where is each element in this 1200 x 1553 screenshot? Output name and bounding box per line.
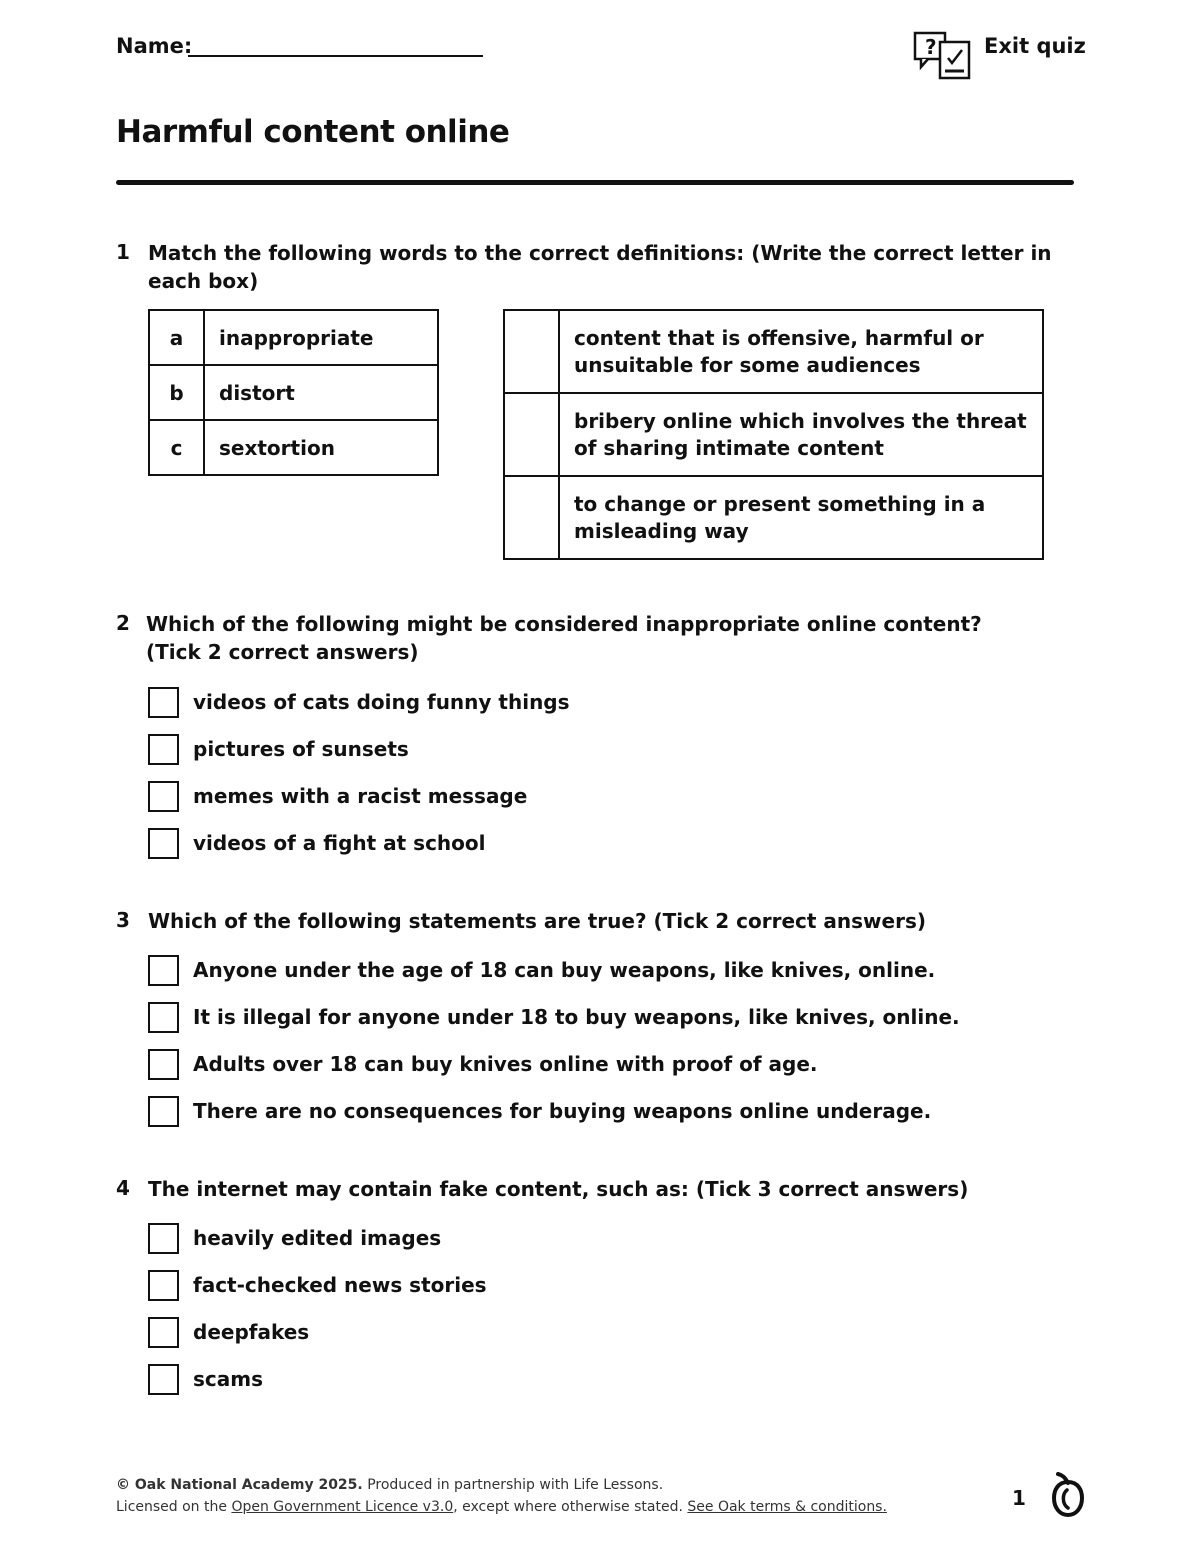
option-text: pictures of sunsets xyxy=(193,737,409,761)
tick-checkbox[interactable] xyxy=(148,1364,179,1395)
word-row xyxy=(149,365,438,420)
option-row xyxy=(148,1094,931,1128)
definition-row xyxy=(504,476,1043,559)
option-text: videos of a fight at school xyxy=(193,831,486,855)
word-term: distort xyxy=(204,365,438,420)
option-row xyxy=(148,1221,441,1255)
option-row xyxy=(148,779,527,813)
copyright-org: © Oak National Academy 2025. xyxy=(116,1477,363,1493)
footer-copyright xyxy=(116,1477,663,1493)
option-text: scams xyxy=(193,1367,263,1391)
definition-text: bribery online which involves the threat of sharing intimate content xyxy=(559,393,1043,476)
answer-letter-box[interactable] xyxy=(504,310,559,393)
definition-row xyxy=(504,310,1043,393)
word-row xyxy=(149,420,438,475)
terms-link[interactable]: See Oak terms & conditions. xyxy=(687,1499,887,1515)
question-1-text: Match the following words to the correct definitions: (Write the correct letter in each box) xyxy=(148,241,1052,293)
option-text: memes with a racist message xyxy=(193,784,528,808)
word-letter: a xyxy=(149,310,204,365)
tick-checkbox[interactable] xyxy=(148,781,179,812)
option-row xyxy=(148,732,409,766)
option-row xyxy=(148,1047,818,1081)
question-4-text: The internet may contain fake content, such as: (Tick 3 correct answers) xyxy=(148,1177,969,1201)
option-row xyxy=(148,1315,309,1349)
option-row xyxy=(148,953,935,987)
option-row xyxy=(148,826,486,860)
tick-checkbox[interactable] xyxy=(148,1002,179,1033)
option-text: Adults over 18 can buy knives online with proof of age. xyxy=(193,1052,818,1076)
question-2-number: 2 xyxy=(116,611,130,635)
licence-prefix: Licensed on the xyxy=(116,1499,232,1515)
option-text: deepfakes xyxy=(193,1320,310,1344)
quiz-type-label: Exit quiz xyxy=(984,34,1086,58)
page-title: Harmful content online xyxy=(116,114,510,150)
word-letter: b xyxy=(149,365,204,420)
words-table xyxy=(148,309,439,476)
tick-checkbox[interactable] xyxy=(148,955,179,986)
option-text: It is illegal for anyone under 18 to buy weapons, like knives, online. xyxy=(193,1005,960,1029)
option-row xyxy=(148,1362,263,1396)
word-term: sextortion xyxy=(204,420,438,475)
copyright-partner: Produced in partnership with Life Lessons. xyxy=(362,1477,664,1493)
option-row xyxy=(148,685,570,719)
definition-row xyxy=(504,393,1043,476)
definitions-table xyxy=(503,309,1044,560)
word-term: inappropriate xyxy=(204,310,438,365)
option-text: There are no consequences for buying weapons online underage. xyxy=(193,1099,932,1123)
question-3-text: Which of the following statements are true? (Tick 2 correct answers) xyxy=(148,909,927,933)
option-text: fact-checked news stories xyxy=(193,1273,487,1297)
definition-text: content that is offensive, harmful or unsuitable for some audiences xyxy=(559,310,1043,393)
word-row xyxy=(149,310,438,365)
name-label: Name: xyxy=(116,34,193,58)
option-text: Anyone under the age of 18 can buy weapons, like knives, online. xyxy=(193,958,936,982)
tick-checkbox[interactable] xyxy=(148,1049,179,1080)
name-field[interactable] xyxy=(188,55,483,57)
quiz-question-tick-icon xyxy=(912,30,972,82)
title-divider xyxy=(116,180,1074,185)
definition-text: to change or present something in a misleading way xyxy=(559,476,1043,559)
licence-middle: , except where otherwise stated. xyxy=(453,1499,688,1515)
question-4-number: 4 xyxy=(116,1176,130,1200)
footer-licence xyxy=(116,1499,887,1515)
question-3-number: 3 xyxy=(116,908,130,932)
tick-checkbox[interactable] xyxy=(148,1223,179,1254)
oak-acorn-logo-icon xyxy=(1050,1472,1086,1518)
answer-letter-box[interactable] xyxy=(504,393,559,476)
answer-letter-box[interactable] xyxy=(504,476,559,559)
question-1-number: 1 xyxy=(116,240,130,264)
licence-link[interactable]: Open Government Licence v3.0 xyxy=(231,1499,454,1515)
svg-text:?: ? xyxy=(925,35,937,59)
option-text: heavily edited images xyxy=(193,1226,442,1250)
tick-checkbox[interactable] xyxy=(148,1270,179,1301)
tick-checkbox[interactable] xyxy=(148,1096,179,1127)
tick-checkbox[interactable] xyxy=(148,828,179,859)
option-row xyxy=(148,1268,487,1302)
page-number: 1 xyxy=(1012,1486,1026,1510)
word-letter: c xyxy=(149,420,204,475)
option-text: videos of cats doing funny things xyxy=(193,690,570,714)
tick-checkbox[interactable] xyxy=(148,1317,179,1348)
tick-checkbox[interactable] xyxy=(148,687,179,718)
option-row xyxy=(148,1000,960,1034)
tick-checkbox[interactable] xyxy=(148,734,179,765)
question-2-text: Which of the following might be considered inappropriate online content? (Tick 2 correct answers) xyxy=(146,612,982,664)
